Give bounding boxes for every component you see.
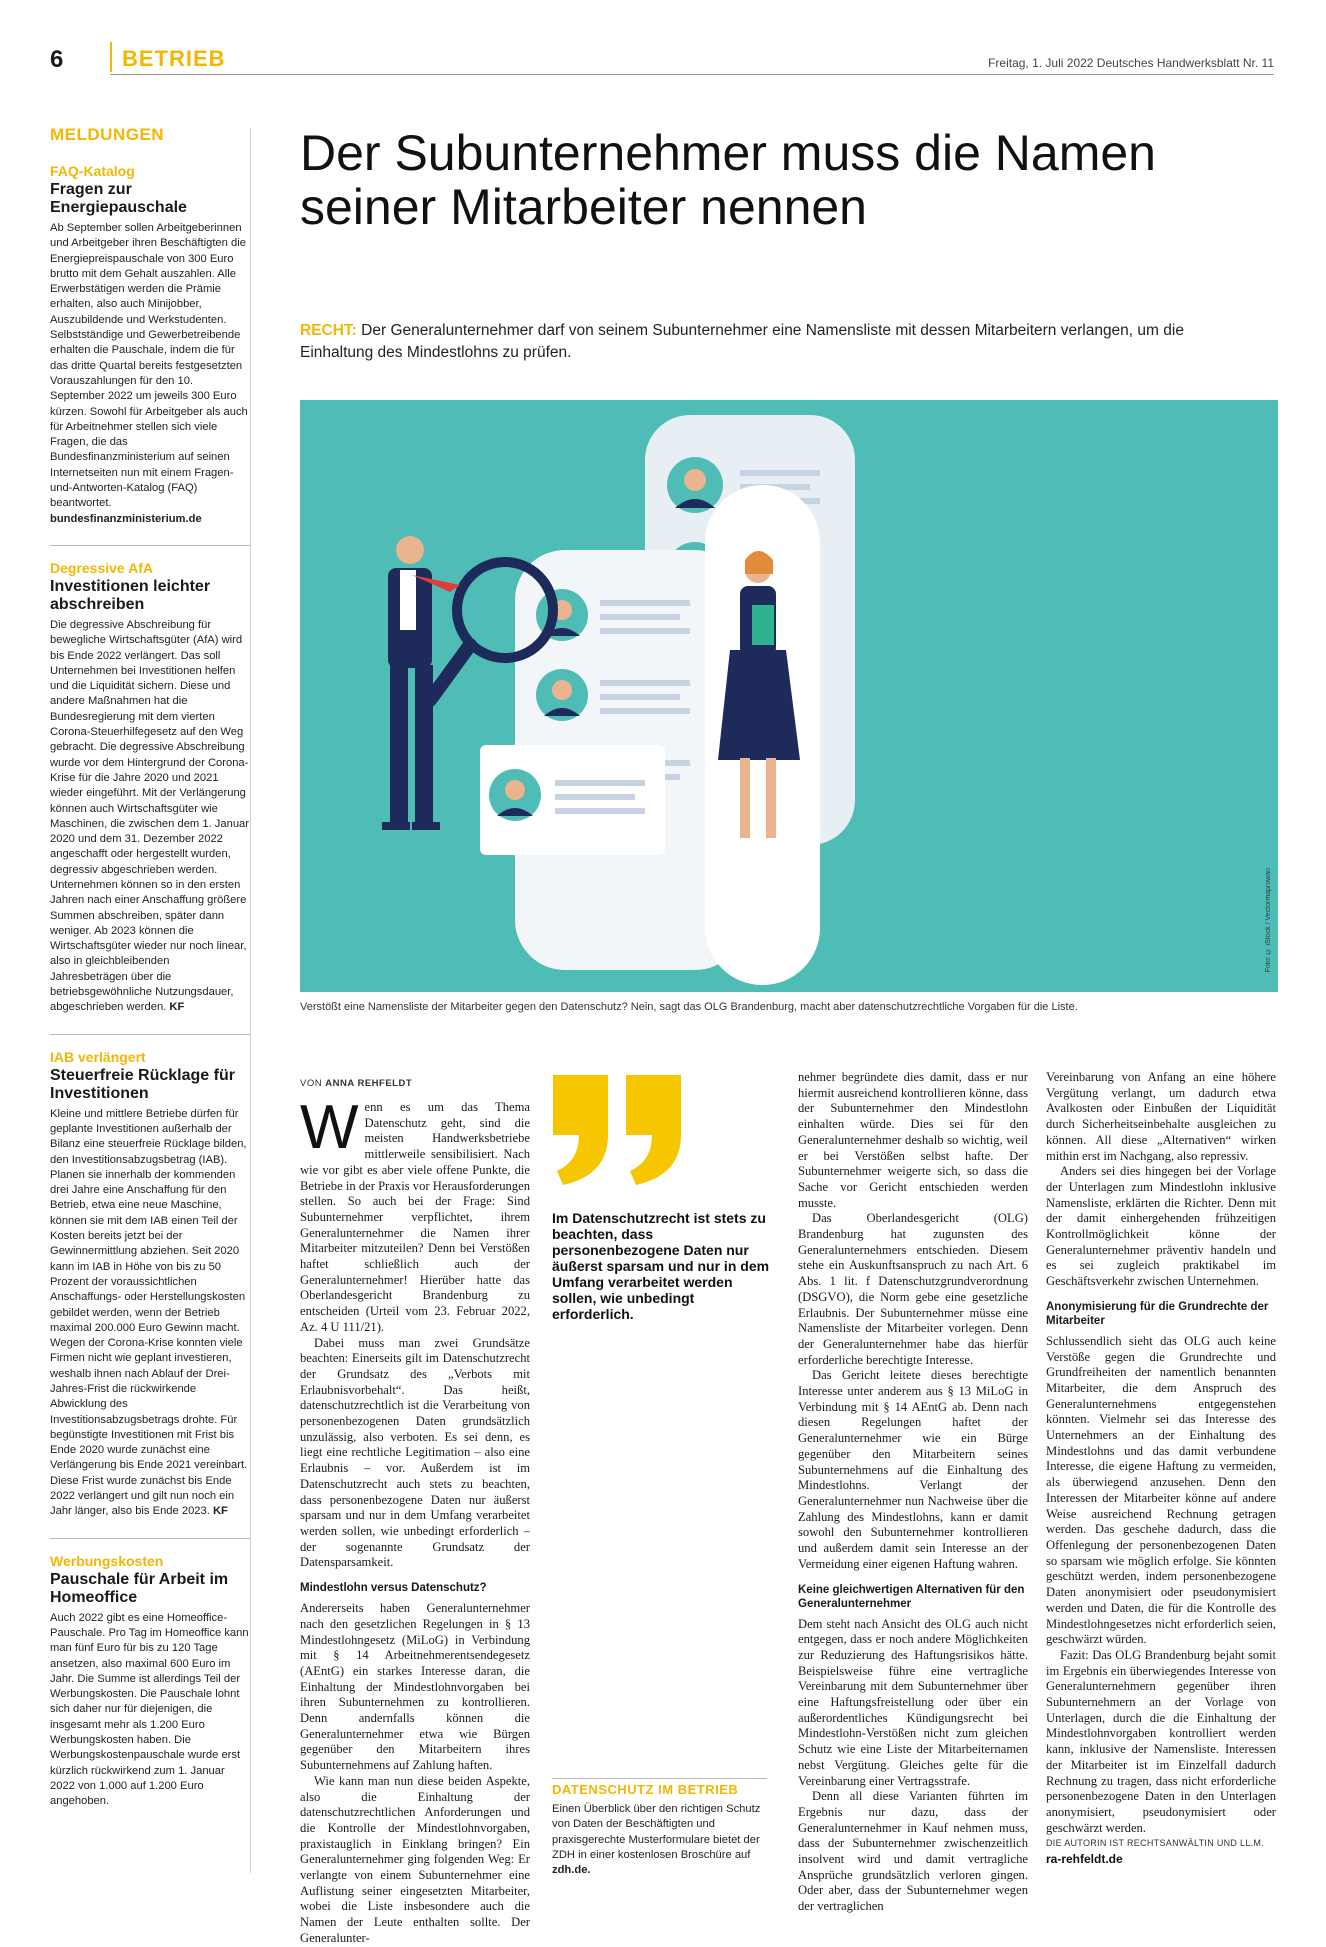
subheading: Keine gleichwertigen Alternativen für den Generalunternehmer (798, 1583, 1025, 1610)
sidebar-news (50, 125, 250, 1828)
news-headline: Fragen zur Energiepauschale (50, 181, 187, 216)
news-item (50, 163, 250, 527)
article-lead (300, 320, 1200, 364)
image-caption: Verstößt eine Namensliste der Mitarbeiter gegen den Datenschutz? Nein, sagt das OLG Brandenburg, macht aber datenschutzrechtliche Vorgaben für die Liste. (300, 1001, 1078, 1013)
news-body: Kleine und mittlere Betriebe dürfen für geplante Investitionen außerhalb der Bilanz eine steuerfreie Rücklage bilden, den Investitionsabzugsbetrag (IAB). Planen sie innerhalb der kommenden drei Jahre eine Anschaffung für den Betrieb, etwa eine neue Maschine, können sie mit dem IAB einen Teil der Kosten bereits jetzt bei der Gewinnermittlung abziehen. Seit 2020 kann im IAB in Höhe von bis zu 50 Prozent der voraussichtlichen Anschaffungs- oder Herstellungskosten gebildet werden, wenn der Betrieb maximal 200.000 Euro Gewinn macht. Wegen der Corona-Krise konnten viele Firmen nicht wie geplant investieren, weshalb ihnen nach Ablauf der Drei-Jahres-Frist die rückwirkende Abwicklung des Investitionsabzugsbetrags drohte. Für begünstigte Investitionen mit Frist bis Ende 2020 wurde zunächst eine Verlängerung bis Ende 2021 vereinbart. Diese Frist wurde zunächst bis Ende 2022 verlängert und gilt nun noch ein Jahr länger, also bis Ende 2023. KF (50, 1107, 248, 1518)
info-box-link[interactable]: zdh.de. (552, 1864, 591, 1877)
news-kicker: FAQ-Katalog (50, 163, 135, 179)
quote-mark-icon (548, 1075, 688, 1185)
sidebar-divider (50, 1034, 250, 1035)
news-body: Die degressive Abschreibung für bewegliche Wirtschaftsgüter (AfA) wird bis Ende 2022 verlängert. Das soll Unternehmen bei Investitionen helfen und die Liquidität sichern. Diese und andere Maßnahmen hat die Bundesregierung mit dem vierten Corona-Steuerhilfegesetz auf den Weg gebracht. Die degressive Abschreibung wurde vor dem Hintergrund der Corona-Krise für die Jahre 2020 und 2021 wieder eingeführt. Mit der Verlängerung können auch Wirtschaftsgüter wie Maschinen, die zwischen dem 1. Januar 2020 und dem 31. Dezember 2022 angeschafft oder hergestellt wurden, degressiv abgeschrieben werden. Unternehmen können so in den ersten Jahren nach einer Anschaffung größere Summen abschreiben, später dann weniger. Ab 2023 können die Wirtschaftsgüter wieder nur noch linear, also in gleichbleibenden Jahresbeträgen über die betriebsgewöhnliche Nutzungsdauer, abgeschrieben werden. KF (50, 618, 249, 1014)
header-rule (110, 74, 1274, 75)
info-box-rule (552, 1778, 767, 1779)
news-initials: KF (212, 1505, 228, 1518)
news-kicker: Degressive AfA (50, 559, 153, 576)
page-number: 6 (50, 46, 64, 73)
illustration-namelist-icon (300, 400, 1278, 992)
news-item (50, 1553, 250, 1810)
dropcap: W (300, 1093, 359, 1162)
news-item (50, 560, 250, 1016)
header-divider (110, 42, 112, 72)
byline: VON ANNA REHFELDT (300, 1078, 413, 1089)
author-website-link[interactable]: ra-rehfeldt.de (1046, 1852, 1123, 1866)
news-item (50, 1049, 250, 1520)
news-kicker: Werbungskosten (50, 1552, 164, 1569)
news-link[interactable]: bundesfinanzministerium.de (50, 512, 202, 525)
article-column-4: Vereinbarung von Anfang an eine höhere Vergütung verlangt, um dadurch etwa Avalkosten oder Einbußen der Liquidität durch Sicherheitseinbehalte ausgleichen zu können. All diese „Alternativen“ wirken mithin erst im Nachgang, also repressiv. Anders sei dies hingegen bei der Vorlage der Unterlagen zum Mindestlohn inklusive Namensliste, erklärten die Richter. Denn mit der damit einhergehenden frühzeitigen Kontrollmöglichkeit könne der Generalunternehmer präventiv handeln und es sei zugleich praktikabel im Geschäftsverkehr zwischen Unternehmen. Anonymisierung für die Grundrechte der Mitarbeiter Schlussendlich sieht das OLG auch keine Verstöße gegen die Grundrechte und Grundfreiheiten der namentlich benannten Mitarbeiter, die dem Anspruch des Generalunternehmens entgegenstehen könnten. Vielmehr sei das Interesse des Unternehmers an der Einhaltung des Mindestlohns und das damit verbundene Interesse, die eigene Haftung zu vermeiden, als überwiegend anzusehen. Denn den Interessen der Mitarbeiter könne auf andere Weise ausreichend Rechnung getragen werden. Das geschehe dadurch, dass die Offenlegung der personenbezogenen Daten so sparsam wie möglich erfolge. Sie könnten geschützt werden, indem personenbezogene Daten anonymisiert oder pseudonymisiert werden und Daten, die für die Kontrolle des Mindestlohngesetzes nicht erforderlich seien, geschwärzt würden. Fazit: Das OLG Brandenburg bejaht somit im Ergebnis ein überwiegendes Interesse von Generalunternehmern gegenüber ihren Subunternehmern an der Vorlage von Unterlagen, durch die die Einhaltung der Mindestlohnvorgaben kontrolliert werden kann, inklusive der Namensliste. Interessen der Mitarbeiter ist im Einzelfall dadurch Rechnung zu tragen, dass nicht erforderliche personenbezogene Daten in den Unterlagen anonymisiert, pseudonymisiert oder geschwärzt werden. (1046, 1070, 1276, 1835)
sidebar-divider (50, 545, 250, 546)
article-column-3: nehmer begründete dies damit, dass er nur hiermit ausreichend kontrollieren könne, dass der Subunternehmer den Mindestlohn einhalten würde. Dies sei für den Generalunternehmer deshalb so wichtig, weil er bei Verstößen selbst hafte. Der Subunternehmer weigerte sich, so dass die Sache vor Gericht entschieden werden musste. Das Oberlandesgericht (OLG) Brandenburg hat zugunsten des Generalunternehmers entschieden. Diesem stehe ein Auskunftsanspruch zu nach Art. 6 Abs. 1 lit. f Datenschutzgrundverordnung (DSGVO), die Norm gebe eine gesetzliche Erlaubnis. Der Subunternehmer müsse eine Namensliste der Mitarbeiter vorlegen. Denn der Generalunternehmer habe das hierfür erforderliche berechtigte Interesse. Das Gericht leitete dieses berechtigte Interesse unter anderem aus § 13 MiLoG in Verbindung mit § 14 AEntG ab. Denn nach diesen Regelungen haftet der Generalunternehmer wie ein Bürge gegenüber den Mitarbeitern seines Subunternehmens auf die Einhaltung des Mindestlohns. Verlangt der Generalunternehmer nun Nachweise über die Zahlung des Mindestlohns, kann er damit sowohl den Subunternehmer kontrollieren und außerdem damit sein Interesse an der Vermeidung einer eigenen Haftung wahren. Keine gleichwertigen Alternativen für den Generalunternehmer Dem steht nach Ansicht des OLG auch nicht entgegen, dass er noch andere Möglichkeiten zur Reduzierung des Haftungsrisikos hätte. Beispielsweise führe eine vertragliche Vereinbarung mit dem Subunternehmer über eine Haftungsfreistellung oder über ein außerordentliches Kündigungsrecht bei Mindestlohn-Verstößen nicht zum gleichen Schutz wie eine Liste der Mitarbeiternamen nebst Vergütung. Gleiches gelte für die Vereinbarung einer Vertragsstrafe. Denn all diese Varianten führten im Ergebnis nur dazu, dass der Generalunternehmer in Kauf nehmen muss, dass der Subunternehmer zwischenzeitlich insolvent wird und damit vertragliche Ansprüche grundsätzlich verloren gingen. Oder aber, dass der Subunternehmer wegen der vertraglichen (798, 1070, 1028, 1914)
lead-text: Der Generalunternehmer darf von seinem Subunternehmer eine Namensliste mit dessen Mitarbeitern verlangen, um die Einhaltung des Mindestlohns zu prüfen. (300, 322, 1184, 361)
sidebar-divider (50, 1538, 250, 1539)
news-initials: KF (169, 1001, 185, 1014)
sidebar-divider-vertical (250, 128, 251, 1873)
section-name: BETRIEB (122, 46, 226, 71)
sidebar-title: MELDUNGEN (50, 125, 165, 144)
subheading: Mindestlohn versus Datenschutz? (300, 1582, 487, 1595)
news-headline: Investitionen leichter abschreiben (50, 577, 211, 613)
lead-kicker: RECHT: (300, 322, 357, 339)
pull-quote: Im Datenschutzrecht ist stets zu beachten, dass personenbezogene Daten nur äußerst sparsam und nur in dem Umfang verarbeitet werden sollen, wie unbedingt erforderlich. (552, 1210, 770, 1322)
article-illustration (300, 400, 1278, 992)
info-box-body: Einen Überblick über den richtigen Schutz von Daten der Beschäftigten und praxisgerechte Musterformulare bietet der ZDH in einer kostenlosen Broschüre auf zdh.de. (552, 1803, 761, 1877)
author-note: DIE AUTORIN IST RECHTSANWÄLTIN UND LL.M. (1046, 1838, 1265, 1848)
article-headline: Der Subunternehmer muss die Namen seiner Mitarbeiter nennen (300, 125, 1156, 235)
news-kicker: IAB verlängert (50, 1048, 146, 1065)
article-column-1: Wenn es um das Thema Datenschutz geht, sind die meisten Handwerksbetriebe mittlerweile sensibilisiert. Nach wie vor gibt es aber viele offene Punkte, die Betriebe in der Praxis vor Herausforderungen stellen. So auch bei der Frage: Sind Subunternehmer verpflichtet, ihrem Generalunternehmer die Namen ihrer Mitarbeiter mitzuteilen? Denn bei Verstößen haftet schließlich auch der Generalunternehmer! Hierüber hatte das Oberlandesgericht Brandenburg zu entscheiden (Urteil vom 23. Februar 2022, Az. 4 U 111/21). Dabei muss man zwei Grundsätze beachten: Einerseits gilt im Datenschutzrecht der Grundsatz des „Verbots mit Erlaubnisvorbehalt“. Das heißt, datenschutzrechtlich ist die Verarbeitung von personenbezogenen Daten grundsätzlich unzulässig, also verboten. Es sei denn, es liegt eine rechtliche Legitimation – also eine Erlaubnis – vor. Außerdem ist im Datenschutzrecht auch stets zu beachten, dass personenbezogene Daten nur äußerst sparsam und nur in dem Umfang verarbeitet werden sollen, wie unbedingt erforderlich – der sogenannte Grundsatz der Datensparsamkeit. Mindestlohn versus Datenschutz? Andererseits haben Generalunternehmer nach den gesetzlichen Regelungen in § 13 Mindestlohngesetz (MiLoG) in Verbindung mit § 14 Arbeitnehmerentsendegesetz (AEntG) ein starkes Interesse daran, die Einhaltung der Mindestlohnvorgaben bei ihren Subunternehmen zu kontrollieren. Denn andernfalls können die Generalunternehmer etwa wie Bürgen gegenüber den Mitarbeitern ihres Subunternehmens auf Zahlung haften. Wie kann man nun diese beiden Aspekte, also die Einhaltung der datenschutzrechtlichen Anforderungen und die Kontrolle der Mindestlohnvorgaben, praxistauglich in Einklang bringen? Ein Generalunternehmer ging folgenden Weg: Er verlangte von einem Subunternehmer eine Auflistung seiner eingesetzten Mitarbeiter, wobei die Liste insbesondere auch die Namen der Leute enthalten sollte. Der Generalunter- (300, 1093, 530, 1945)
issue-info: Freitag, 1. Juli 2022 Deutsches Handwerksblatt Nr. 11 (988, 56, 1274, 70)
news-body: Ab September sollen Arbeitgeberinnen und Arbeitgeber ihren Beschäftigten die Energiepreispauschale von 300 Euro brutto mit dem Gehalt auszahlen. Alle Erwerbstätigen werden die Prämie erhalten, also auch Minijobber, Auszubildende und Werkstudenten. Selbstständige und Gewerbetreibende erhalten die Pauschale, indem die für das dritte Quartal bereits festgesetzten Vorauszahlungen für den 10. September 2022 um jeweils 300 Euro kürzen. Sowohl für Arbeitgeber als auch für Arbeitnehmer stellen sich viele Fragen, die das Bundesfinanzministerium auf seinen Internetseiten nun mit einem Fragen-und-Antworten-Katalog (FAQ) beantwortet. bundesfinanzministerium.de (50, 222, 248, 525)
news-headline: Pauschale für Arbeit im Homeoffice (50, 1570, 229, 1606)
subheading: Anonymisierung für die Grundrechte der Mitarbeiter (1046, 1300, 1269, 1327)
info-box-title: DATENSCHUTZ IM BETRIEB (552, 1782, 739, 1797)
news-body: Auch 2022 gibt es eine Homeoffice-Pauschale. Pro Tag im Homeoffice kann man fünf Euro für bis zu 120 Tage ansetzen, also maximal 600 Euro im Jahr. Die Summe ist allerdings Teil der Werbungskosten. Die Pauschale lohnt sich daher nur für diejenigen, die insgesamt mehr als 1.200 Euro Werbungskosten haben. Die Werbungskostenpauschale wurde erst kürzlich rückwirkend zum 1. Januar 2022 von 1.000 auf 1.200 Euro angehoben. (50, 1611, 249, 1808)
photo-credit: Foto: © iStock / Vectormaprowan (1265, 867, 1272, 972)
author-name: ANNA REHFELDT (325, 1078, 413, 1089)
news-headline: Steuerfreie Rücklage für Investitionen (50, 1066, 235, 1102)
